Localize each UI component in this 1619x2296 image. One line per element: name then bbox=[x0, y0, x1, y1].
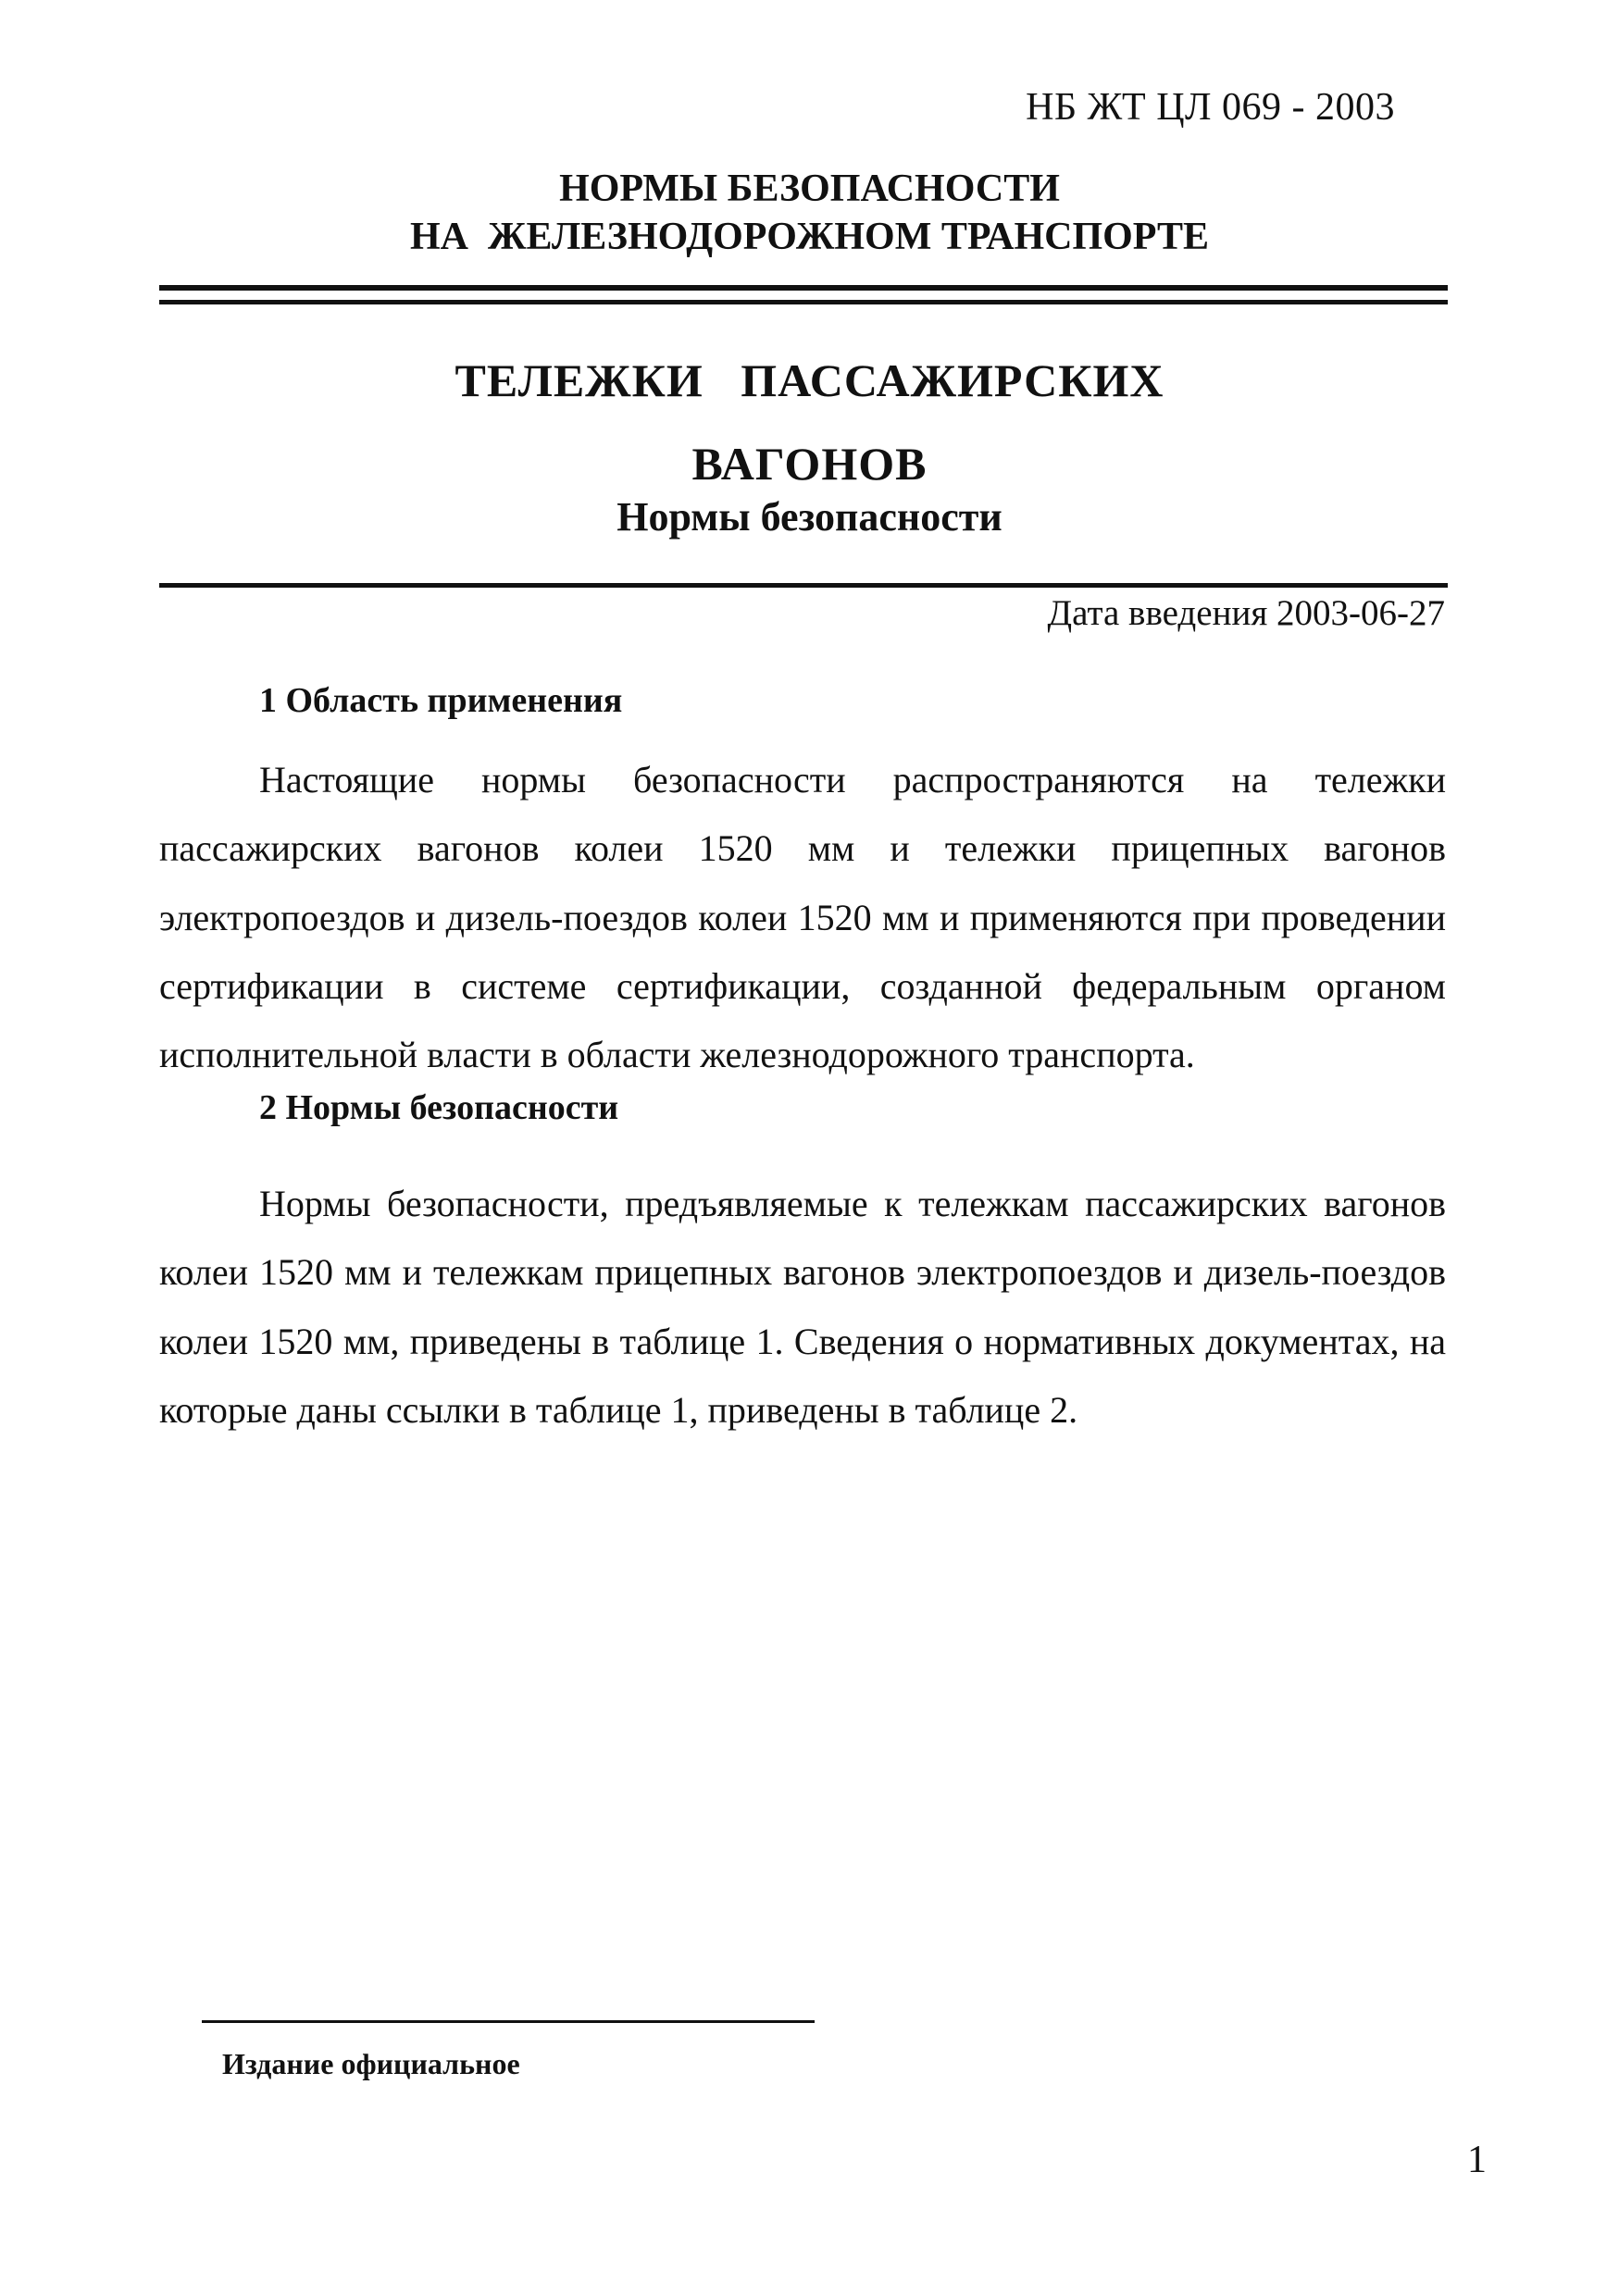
norms-header bbox=[0, 165, 1619, 261]
norms-header-line-1: НОРМЫ БЕЗОПАСНОСТИ bbox=[559, 168, 1060, 210]
section-1-text: Настоящие нормы безопасности распространяются на тележки пассажирских вагонов колеи 1520 мм и тележки прицепных вагонов электропоездов и дизель-поездов колеи 1520 мм и применяются при проведении сертификации в системе сертификации, созданной федеральным органом исполнительной власти в области железнодорожного транспорта. bbox=[159, 759, 1446, 1076]
section-1-heading: 1 Область применения bbox=[259, 681, 623, 720]
rule-line-top bbox=[159, 285, 1448, 291]
document-title-line-1: ТЕЛЕЖКИ ПАССАЖИРСКИХ bbox=[455, 354, 1164, 406]
section-2-heading: 2 Нормы безопасности bbox=[259, 1088, 619, 1127]
document-code: НБ ЖТ ЦЛ 069 - 2003 bbox=[1026, 86, 1395, 129]
norms-header-line-2: НА ЖЕЛЕЗНОДОРОЖНОМ ТРАНСПОРТЕ bbox=[410, 216, 1209, 258]
header-double-rule bbox=[159, 285, 1448, 305]
footnote-rule bbox=[202, 2020, 815, 2023]
title-rule bbox=[159, 583, 1448, 588]
document-title-line-2: ВАГОНОВ bbox=[691, 438, 928, 490]
introduction-date: Дата введения 2003-06-27 bbox=[1047, 593, 1445, 633]
document-subtitle: Нормы безопасности bbox=[616, 494, 1003, 540]
edition-label: Издание официальное bbox=[222, 2047, 520, 2080]
rule-line-bottom bbox=[159, 300, 1448, 304]
section-2-text: Нормы безопасности, предъявляемые к тележкам пассажирских вагонов колеи 1520 мм и тележкам прицепных вагонов электропоездов и дизель-поездов колеи 1520 мм, приведены в таблице 1. Сведения о нормативных документах, на которые даны ссылки в таблице 1, приведены в таблице 2. bbox=[159, 1183, 1446, 1431]
page-number: 1 bbox=[1467, 2139, 1487, 2181]
